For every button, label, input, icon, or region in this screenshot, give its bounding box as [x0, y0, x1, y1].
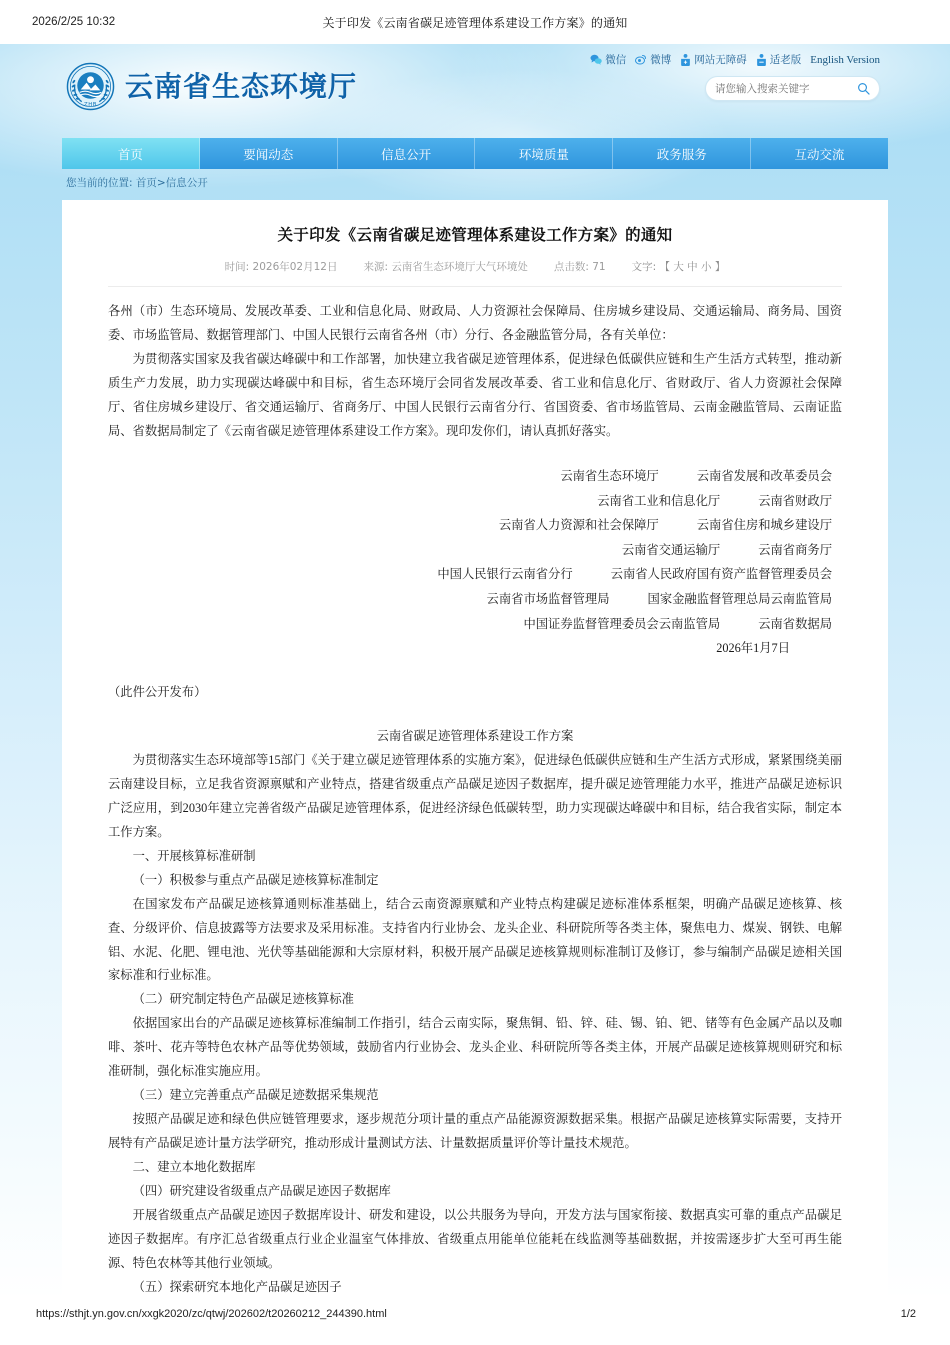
signatory: 中国人民银行云南省分行 [437, 567, 573, 582]
spacer [108, 661, 842, 681]
meta-fontsize-switch[interactable]: 文字: 【 大 中 小 】 [631, 261, 726, 274]
spacer [108, 705, 842, 725]
toplink-elderly-label: 适老版 [769, 54, 802, 66]
subsection-body-2-4: 开展省级重点产品碳足迹因子数据库设计、研发和建设，以公共服务为导向，开发方法与国家衔接、数据真实可靠的重点产品碳足迹因子数据库。有序汇总省级重点行业企业温室气体排放、省级重点用能单位能耗在线监测等基础数据，并按需逐步扩大至可再生能源、特色农林等其他行业领域。 [108, 1208, 842, 1271]
signatory: 云南省工业和信息化厅 [597, 493, 721, 508]
signatory: 中国证券监督管理委员会云南监管局 [523, 616, 721, 631]
nav-item-home[interactable]: 首页 [62, 138, 200, 169]
subsection-body-1-1: 在国家发布产品碳足迹核算通则标准基础上，结合云南资源禀赋和产业特点构建碳足迹标准体系框架，明确产品碳足迹核算、核查、分级评价、信息披露等方法要求及采用标准。支持省内行业协会、龙头企业、科研院所等各类主体，聚焦电力、煤炭、钢铁、电解铝、水泥、化肥、锂电池、光伏等基础能源和大宗原材料，积极开展产品碳足迹核算规则标准制订及修订，参与编制产品碳足迹相关国家标准和行业标准。 [108, 896, 842, 983]
toplink-wechat[interactable] [590, 52, 626, 67]
spacer [108, 444, 842, 464]
article-panel [62, 200, 888, 1300]
toplink-elderly[interactable] [756, 52, 802, 67]
website-page [0, 44, 950, 1300]
print-url: https://sthjt.yn.gov.cn/xxgk2020/zc/qtwj/202602/t20260212_244390.html [36, 1308, 387, 1320]
article-body [108, 300, 842, 1300]
meta-time: 时间: 2026年02月12日 [224, 261, 338, 274]
meta-source: 来源: 云南省生态环境厅大气环境处 [363, 261, 528, 274]
signatory-row [108, 562, 832, 587]
signatory: 云南省交通运输厅 [621, 542, 721, 557]
site-logo-block[interactable] [66, 62, 357, 111]
meta-hits: 点击数: 71 [553, 261, 606, 274]
site-name: 云南省生态环境厅 [125, 69, 358, 103]
public-release-note: （此件公开发布） [108, 684, 207, 699]
nav-item-disclosure[interactable]: 信息公开 [338, 138, 476, 169]
nav-item-env-quality[interactable]: 环境质量 [475, 138, 613, 169]
search-icon[interactable] [857, 82, 870, 95]
signatory: 云南省数据局 [758, 616, 832, 631]
nav-item-interaction[interactable]: 互动交流 [751, 138, 888, 169]
toplink-weibo[interactable] [635, 52, 671, 67]
article-meta [108, 259, 842, 287]
toplink-english[interactable]: English Version [810, 53, 880, 66]
ministry-emblem-icon [66, 62, 115, 111]
signatory-row [108, 489, 832, 514]
print-date: 2026/2/25 10:32 [32, 16, 116, 28]
signatory-row [108, 513, 832, 538]
signatory: 云南省人力资源和社会保障厅 [498, 518, 659, 533]
subsection-heading-2-5: （五）探索研究本地化产品碳足迹因子 [132, 1280, 342, 1295]
nav-item-news[interactable]: 要闻动态 [200, 138, 338, 169]
print-page-number: 1/2 [900, 1308, 916, 1320]
svg-text:ZHB: ZHB [84, 102, 97, 109]
subsection-body-1-3: 按照产品碳足迹和绿色供应链管理要求，逐步规范分项计量的重点产品能源资源数据采集。根据产品碳足迹核算实际需要，支持开展特有产品碳足迹计量方法学研究，推动形成计量测试方法、计量数据质量评价等计量技术规范。 [108, 1112, 842, 1151]
signatory-row [108, 464, 832, 489]
breadcrumb [66, 175, 208, 190]
print-footer [0, 1300, 950, 1345]
toplink-accessibility[interactable] [680, 52, 747, 67]
weibo-icon [635, 54, 647, 65]
wechat-icon [590, 54, 602, 65]
breadcrumb-label: 您当前的位置: [66, 177, 133, 189]
subsection-heading-2-4: （四）研究建设省级重点产品碳足迹因子数据库 [132, 1184, 391, 1199]
section-heading-2: 二、建立本地化数据库 [132, 1160, 256, 1175]
signatory-row [108, 538, 832, 563]
main-navigation [62, 138, 888, 169]
elderly-icon [756, 54, 767, 66]
search-box[interactable] [705, 76, 880, 101]
accessibility-icon [680, 54, 691, 66]
plan-title: 云南省碳足迹管理体系建设工作方案 [376, 728, 574, 743]
subsection-heading-1-1: （一）积极参与重点产品碳足迹核算标准制定 [132, 872, 379, 887]
signatory: 云南省生态环境厅 [560, 469, 659, 484]
signatory: 云南省发展和改革委员会 [696, 469, 832, 484]
signatory-block [108, 464, 842, 661]
subsection-heading-1-2: （二）研究制定特色产品碳足迹核算标准 [132, 992, 354, 1007]
toplink-weibo-label: 微博 [650, 54, 672, 66]
nav-item-gov-services[interactable]: 政务服务 [613, 138, 751, 169]
signatory: 云南省市场监督管理局 [486, 592, 610, 607]
toplink-wechat-label: 微信 [605, 54, 627, 66]
print-header-title: 关于印发《云南省碳足迹管理体系建设工作方案》的通知 [322, 15, 628, 30]
paragraph-recipients: 各州（市）生态环境局、发展改革委、工业和信息化局、财政局、人力资源社会保障局、住房城乡建设局、交通运输局、商务局、国资委、市场监管局、数据管理部门、中国人民银行云南省各州（市）分行、各金融监管分局，各有关单位： [108, 304, 842, 343]
top-utility-links [590, 52, 880, 67]
signature-date: 2026年1月7日 [716, 641, 790, 656]
breadcrumb-path[interactable]: 首页>信息公开 [135, 177, 208, 189]
signatory-row [108, 612, 832, 637]
signatory: 云南省人民政府国有资产监督管理委员会 [610, 567, 832, 582]
signatory: 国家金融监督管理总局云南监管局 [647, 592, 832, 607]
site-banner [0, 44, 950, 149]
page-title: 关于印发《云南省碳足迹管理体系建设工作方案》的通知 [277, 226, 673, 244]
section-heading-1: 一、开展核算标准研制 [132, 848, 256, 863]
signatory: 云南省商务厅 [758, 542, 832, 557]
search-input[interactable] [715, 83, 857, 95]
signatory: 云南省住房和城乡建设厅 [696, 518, 832, 533]
plan-intro: 为贯彻落实生态环境部等15部门《关于建立碳足迹管理体系的实施方案》，促进绿色低碳供应链和生产生活方式形成，紧紧围绕美丽云南建设目标，立足我省资源禀赋和产业特点，搭建省级重点产品碳足迹因子数据库，提升碳足迹管理能力水平，推进产品碳足迹标识广泛应用，到2030年建立完善省级产品碳足迹管理体系，促进经济绿色低碳转型，助力实现碳达峰碳中和目标，结合我省实际，制定本工作方案。 [108, 752, 842, 839]
print-header [0, 0, 950, 44]
paragraph-intro: 为贯彻落实国家及我省碳达峰碳中和工作部署，加快建立我省碳足迹管理体系，促进绿色低碳供应链和生产生活方式转型，推动新质生产力发展，助力实现碳达峰碳中和目标，省生态环境厅会同省发展改革委、省工业和信息化厅、省财政厅、省人力资源社会保障厅、省住房城乡建设厅、省交通运输厅、省商务厅、中国人民银行云南省分行、省国资委、省市场监管局、云南金融监管局、云南证监局、省数据局制定了《云南省碳足迹管理体系建设工作方案》。现印发你们，请认真抓好落实。 [108, 352, 842, 439]
signatory-row [108, 587, 832, 612]
subsection-heading-1-3: （三）建立完善重点产品碳足迹数据采集规范 [132, 1088, 379, 1103]
toplink-accessibility-label: 网站无障碍 [694, 54, 747, 66]
signatory: 云南省财政厅 [758, 493, 832, 508]
subsection-body-1-2: 依据国家出台的产品碳足迹核算标准编制工作指引，结合云南实际，聚焦铜、铅、锌、硅、锡、铂、钯、锗等有色金属产品以及咖啡、茶叶、花卉等特色农林产品等优势领域，鼓励省内行业协会、龙头企业、科研院所等各类主体，开展产品碳足迹核算规则研究和标准研制，强化标准实施应用。 [108, 1016, 842, 1079]
